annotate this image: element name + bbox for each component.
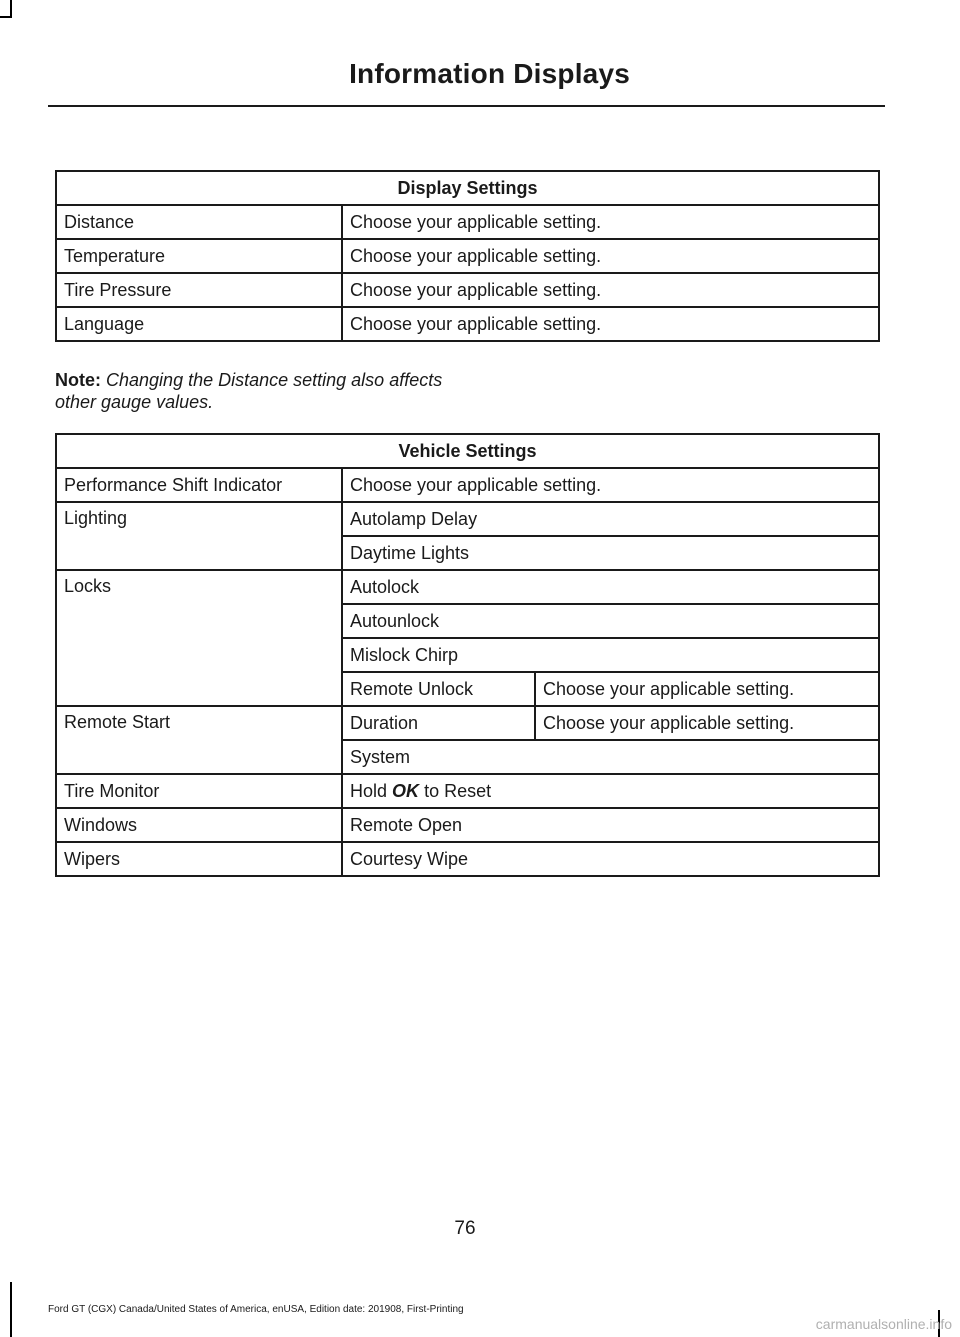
table-row: [56, 273, 879, 307]
setting-option: Duration: [342, 706, 535, 740]
reset-text: to Reset: [424, 780, 492, 801]
setting-value: Choose your applicable setting.: [535, 672, 879, 706]
setting-name: Windows: [56, 808, 342, 842]
setting-name: Temperature: [56, 239, 342, 273]
table-row: [56, 468, 879, 502]
setting-name: Language: [56, 307, 342, 341]
setting-option: Autounlock: [342, 604, 879, 638]
setting-value: Remote Open: [342, 808, 879, 842]
setting-value: Choose your applicable setting.: [342, 205, 879, 239]
setting-option: System: [342, 740, 879, 774]
table-header-row: [56, 171, 879, 205]
table-row: [56, 706, 879, 740]
table-header-row: [56, 434, 879, 468]
setting-name: Lighting: [56, 502, 342, 570]
table-title: Vehicle Settings: [56, 434, 879, 468]
note: [55, 369, 455, 413]
note-text: Changing the Distance setting also affects other gauge values.: [55, 370, 443, 412]
setting-name: Tire Pressure: [56, 273, 342, 307]
setting-value: [342, 774, 879, 808]
setting-option: Autolock: [342, 570, 879, 604]
table-row: [56, 239, 879, 273]
setting-value: Courtesy Wipe: [342, 842, 879, 876]
setting-option: Remote Unlock: [342, 672, 535, 706]
display-settings-table: [55, 170, 880, 342]
crop-mark: [0, 16, 12, 18]
setting-option: Mislock Chirp: [342, 638, 879, 672]
setting-value: Choose your applicable setting.: [535, 706, 879, 740]
setting-name: Tire Monitor: [56, 774, 342, 808]
setting-name: Performance Shift Indicator: [56, 468, 342, 502]
setting-value: Choose your applicable setting.: [342, 468, 879, 502]
setting-value: Choose your applicable setting.: [342, 307, 879, 341]
setting-option: Autolamp Delay: [342, 502, 879, 536]
edition-footer: Ford GT (CGX) Canada/United States of America, enUSA, Edition date: 201908, First-Printing: [48, 1304, 464, 1315]
page-number: 76: [454, 1218, 476, 1239]
table-row: [56, 205, 879, 239]
vehicle-settings-table: [55, 433, 880, 877]
setting-option: Daytime Lights: [342, 536, 879, 570]
hold-text: Hold: [350, 780, 388, 801]
header-rule: [48, 105, 885, 107]
note-label: Note:: [55, 370, 101, 390]
crop-mark: [10, 1282, 12, 1337]
table-title: Display Settings: [56, 171, 879, 205]
setting-name: Distance: [56, 205, 342, 239]
setting-name: Remote Start: [56, 706, 342, 774]
table-row: [56, 808, 879, 842]
ok-label: OK: [392, 780, 420, 801]
table-row: [56, 570, 879, 604]
setting-value: Choose your applicable setting.: [342, 239, 879, 273]
watermark: carmanualsonline.info: [815, 1316, 952, 1332]
table-row: [56, 842, 879, 876]
setting-name: Wipers: [56, 842, 342, 876]
setting-name: Locks: [56, 570, 342, 706]
page-title: Information Displays: [349, 58, 630, 89]
setting-value: Choose your applicable setting.: [342, 273, 879, 307]
table-row: [56, 774, 879, 808]
table-row: [56, 307, 879, 341]
table-row: [56, 502, 879, 536]
